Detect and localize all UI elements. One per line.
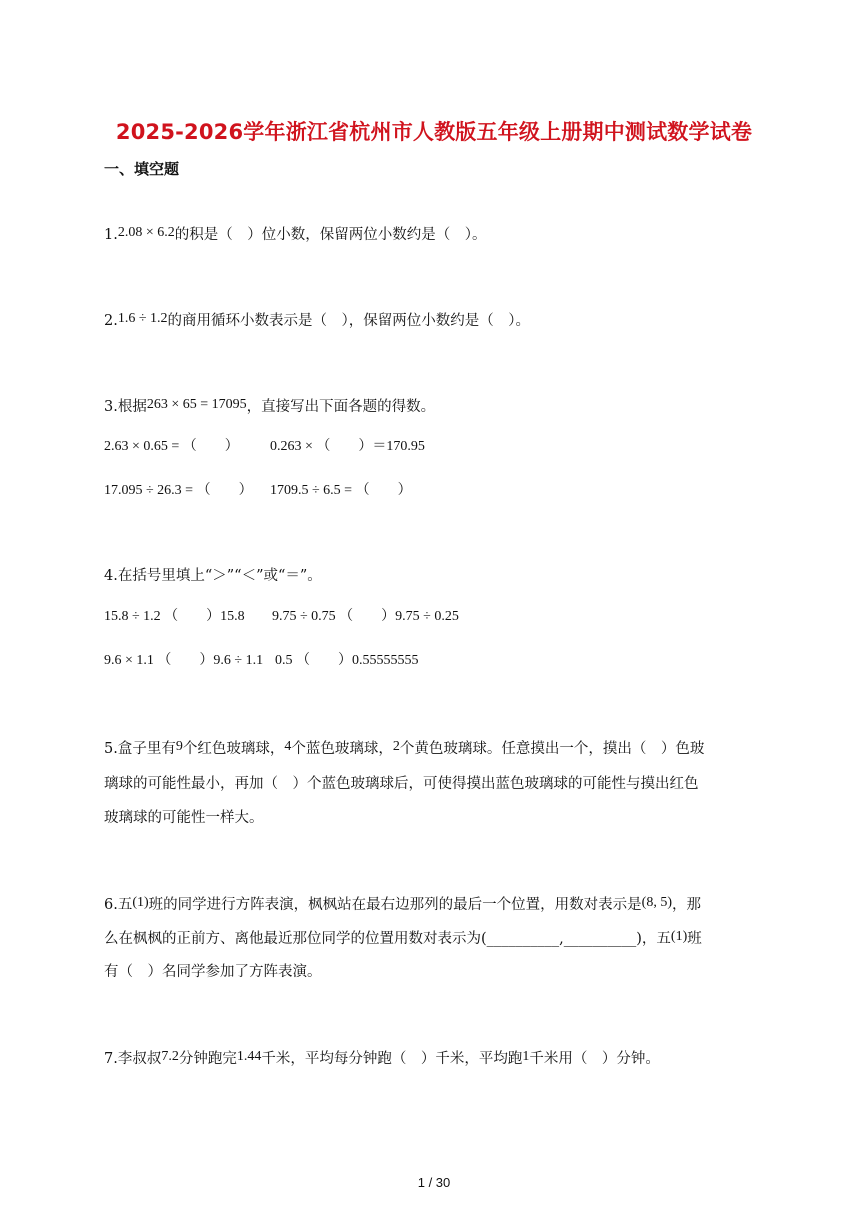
question-text: 5.盒子里有 [104,741,176,757]
question-3-row-2 [104,481,412,501]
coordinate-pair: (8, 5) [641,895,672,910]
question-3-stem [104,397,435,418]
question-2 [104,311,530,332]
sub-question: 9.75 ÷ 0.75 （ ）9.75 ÷ 0.25 [272,609,459,624]
number: 4 [284,739,292,754]
number: 7.2 [161,1049,179,1064]
question-text: 么在枫枫的正前方、离他最近那位同学的位置用数对表示为(__________,__________)，五 [104,931,671,947]
number: 1 [522,1049,530,1064]
question-7 [104,1049,660,1070]
question-5-line-3: 玻璃球的可能性一样大。 [104,810,264,826]
sub-question: 1709.5 ÷ 6.5 = （ ） [270,483,412,498]
question-text: 的积是（ ）位小数，保留两位小数约是（ ）。 [174,227,487,243]
question-text: 班 [687,931,702,947]
question-3-row-1 [104,437,425,457]
question-text: 千米，平均每分钟跑（ ）千米，平均跑 [261,1051,523,1067]
math-expression: 1.6 ÷ 1.2 [117,311,168,326]
question-4-stem: 4.在括号里填上“＞”“＜”或“＝”。 [104,568,322,584]
number: 9 [175,739,183,754]
question-1 [104,225,487,246]
question-text: 个蓝色玻璃球， [291,741,393,757]
question-text: 千米用（ ）分钟。 [529,1051,660,1067]
question-text: 的商用循环小数表示是（ ），保留两位小数约是（ ）。 [167,313,531,329]
question-text: 班的同学进行方阵表演，枫枫站在最右边那列的最后一个位置，用数对表示是 [148,897,642,913]
question-text: 个红色玻璃球， [182,741,285,757]
question-text: 3.根据 [104,399,147,415]
section-heading: 一、填空题 [104,160,180,178]
math-expression: 2.08 × 6.2 [117,225,175,240]
question-5-line-1 [104,739,704,760]
question-6-line-1 [104,895,701,916]
number: (1) [670,929,688,944]
question-text: ，那 [672,897,701,913]
sub-question: 0.263 × （ ）＝170.95 [270,439,425,454]
sub-question: 15.8 ÷ 1.2 （ ）15.8 [104,609,245,624]
question-5-line-2: 璃球的可能性最小，再加（ ）个蓝色玻璃球后，可使得摸出蓝色玻璃球的可能性与摸出红色 [104,776,699,792]
question-number: 1. [104,227,118,243]
sub-question: 9.6 × 1.1 （ ）9.6 ÷ 1.1 [104,653,264,668]
number: 1.44 [236,1049,262,1064]
question-number: 2. [104,313,118,329]
number: 2 [392,739,400,754]
sub-question: 17.095 ÷ 26.3 = （ ） [104,483,253,498]
question-text: 分钟跑完 [178,1051,237,1067]
page-number: 1 / 30 [417,1175,451,1190]
question-text: 7.李叔叔 [104,1051,162,1067]
question-text: 6.五 [104,897,133,913]
question-6-line-2 [104,929,702,950]
page-title: 2025-2026学年浙江省杭州市人教版五年级上册期中测试数学试卷 [115,120,753,144]
math-expression: 263 × 65 = 17095 [146,397,247,412]
question-6-line-3: 有（ ）名同学参加了方阵表演。 [104,964,322,980]
number: (1) [132,895,149,910]
sub-question: 2.63 × 0.65 = （ ） [104,439,239,454]
question-4-row-1 [104,607,459,627]
question-4-row-2 [104,651,419,671]
question-text: 个黄色玻璃球。任意摸出一个，摸出（ ）色玻 [399,741,705,757]
sub-question: 0.5 （ ）0.55555555 [275,653,419,668]
question-text: ，直接写出下面各题的得数。 [246,399,436,415]
